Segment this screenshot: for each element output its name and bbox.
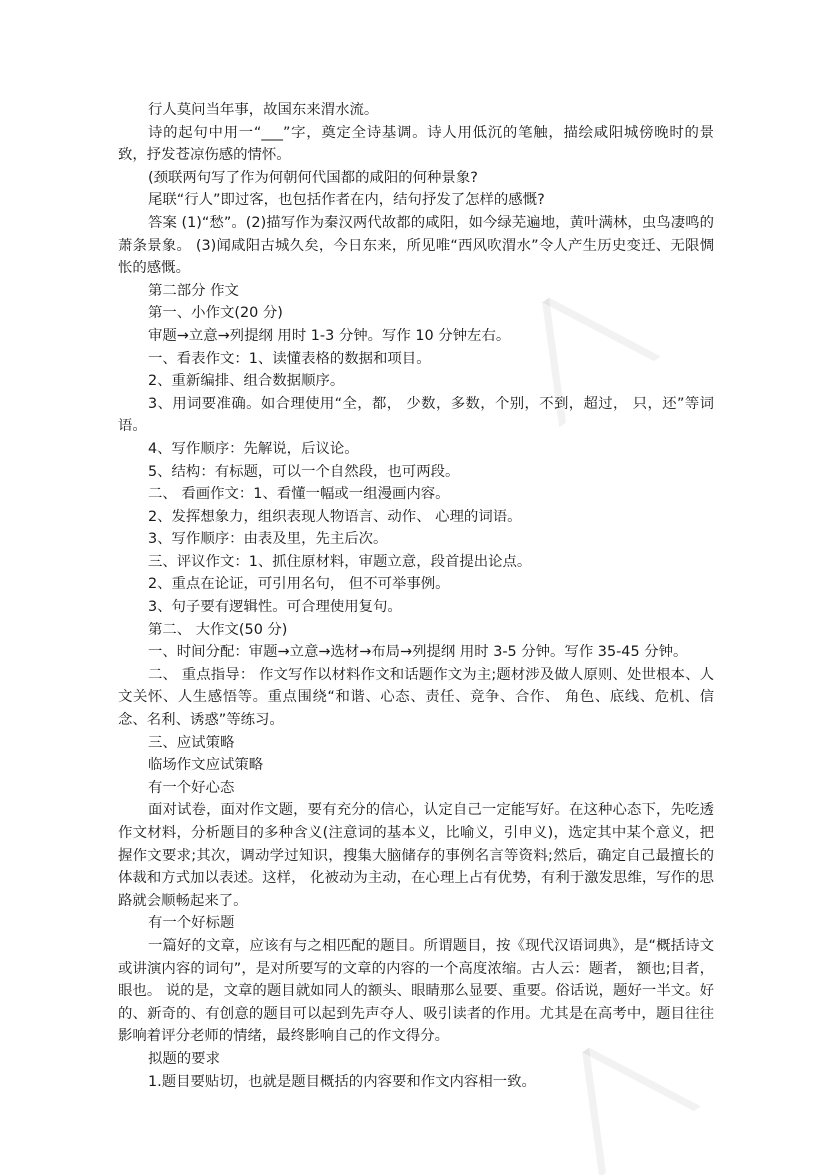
subsection-heading: 拟题的要求: [148, 1050, 220, 1067]
paragraph: 2、发挥想象力，组织表现人物语言、动作、 心理的词语。: [148, 508, 522, 525]
paragraph: 3、写作顺序：由表及里，先主后次。: [148, 531, 388, 548]
paragraph: 一篇好的文章，应该有与之相匹配的题目。所谓题目，按《现代汉语词典》，是“概括诗文或讲演内容的词句”，是对所要写的文章的内容的一个高度浓缩。古人云：题者， 额也;目者， 眼也。 说的是，文章的题目就如同人的额头、眼睛那么显要、重要。俗话说，题好一半文。好的、新奇的、有创意的题目可以起到先声夺人、吸引读者的作用。尤其是在高考中，题目往往影响着评分老师的情绪，最终影响自己的作文得分。: [118, 937, 714, 1045]
paragraph: 一、时间分配：审题→立意→选材→布局→列提纲 用时 3-5 分钟。写作 35-45 分钟。: [148, 644, 688, 661]
paragraph: 二、 看画作文：1、看懂一幅或一组漫画内容。: [148, 486, 450, 503]
watermark: ╱╲: [538, 1016, 698, 1175]
answer: 答案 (1)“愁”。(2)描写作为秦汉两代故都的咸阳，如今绿芜遍地，黄叶满林，虫鸟凄鸣的萧条景象。 (3)闻咸阳古城久矣，今日东来，所见唯“西风吹渭水”令人产生历史变迁、无限惆怅的感慨。: [118, 214, 714, 277]
subsection-heading: 临场作文应试策略: [148, 757, 264, 774]
paragraph: 三、评议作文：1、抓住原材料，审题立意，段首提出论点。: [148, 553, 532, 570]
paragraph: 一、看表作文：1、读懂表格的数据和项目。: [148, 350, 431, 367]
section-heading: 第二部分 作文: [148, 282, 239, 299]
paragraph: 5、结构：有标题，可以一个自然段，也可两段。: [148, 463, 460, 480]
document-body: [118, 99, 714, 1093]
paragraph: 1.题目要贴切，也就是题目概括的内容要和作文内容相一致。: [148, 1073, 536, 1090]
paragraph: 审题→立意→列提纲 用时 1-3 分钟。写作 10 分钟左右。: [148, 327, 511, 344]
subsection-heading: 第一、小作文(20 分): [148, 305, 283, 322]
subsection-heading: 三、应试策略: [148, 734, 235, 751]
paragraph: 4、写作顺序：先解说，后议论。: [148, 440, 359, 457]
paragraph: 3、用词要准确。如合理使用“全，都， 少数，多数，个别，不到，超过， 只，还”等词语。: [118, 395, 714, 435]
paragraph: 2、重点在论证，可引用名句， 但不可举事例。: [148, 576, 450, 593]
paragraph: 面对试卷，面对作文题，要有充分的信心，认定自己一定能写好。在这种心态下，先吃透作文材料，分析题目的多种含义(注意词的基本义，比喻义，引申义)，选定其中某个意义，把握作文要求;其次，调动学过知识，搜集大脑储存的事例名言等资料;然后，确定自己最擅长的体裁和方式加以表述。这样， 化被动为主动，在心理上占有优势，有利于激发思维，写作的思路就会顺畅起来了。: [118, 802, 714, 909]
subsection-heading: 有一个好心态: [148, 779, 235, 796]
paragraph: 2、重新编排、组合数据顺序。: [148, 373, 345, 390]
question-1: 诗的起句中用一“___”字，奠定全诗基调。诗人用低沉的笔触，描绘咸阳城傍晚时的景致，抒发苍凉伤感的情怀。: [118, 124, 714, 164]
watermark: ╱╲: [498, 266, 658, 426]
paragraph: 二、 重点指导： 作文写作以材料作文和话题作文为主;题材涉及做人原则、处世根本、人文关怀、人生感悟等。重点围绕“和谐、心态、责任、竞争、合作、 角色、底线、危机、信念、名利、诱惑”等练习。: [118, 666, 714, 729]
question-3: 尾联“行人”即过客，也包括作者在内，结句抒发了怎样的感慨?: [148, 192, 545, 209]
poem-line: 行人莫问当年事，故国东来渭水流。: [148, 102, 379, 118]
question-2: (颈联两句写了作为何朝何代国都的咸阳的何种景象?: [148, 169, 478, 186]
paragraph: 3、句子要有逻辑性。可合理使用复句。: [148, 599, 402, 616]
subsection-heading: 第二、 大作文(50 分): [148, 621, 288, 638]
subsection-heading: 有一个好标题: [148, 915, 235, 932]
